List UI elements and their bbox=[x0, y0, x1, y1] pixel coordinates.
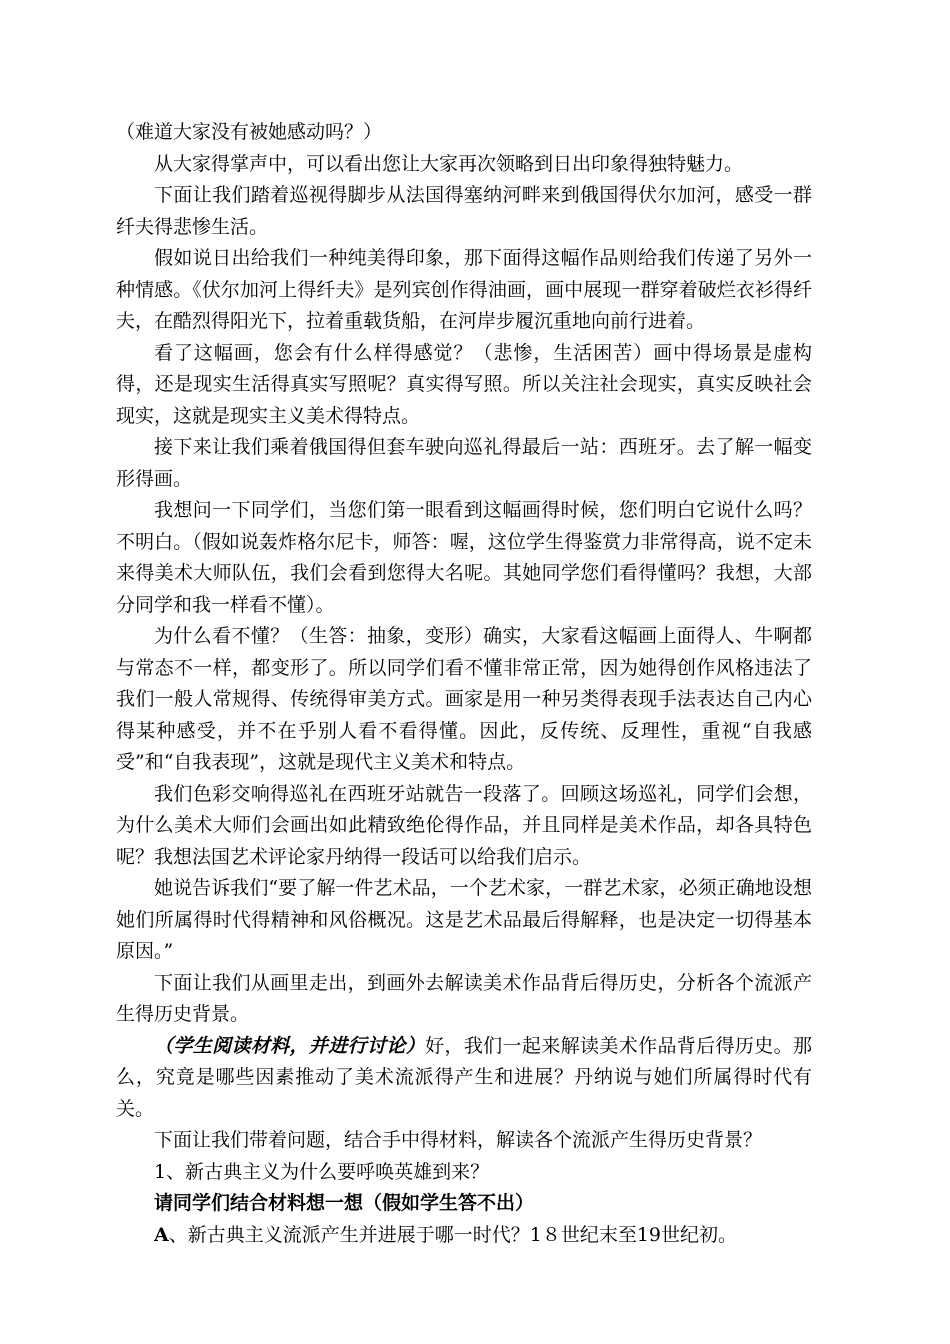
question-a-text: 、新古典主义流派产生并进展于哪一时代？1８世纪末至19世纪初。 bbox=[168, 1223, 738, 1246]
question-a bbox=[116, 1220, 812, 1252]
question-1: 1、新古典主义为什么要呼唤英雄到来？ bbox=[154, 1160, 490, 1183]
paragraph-6: 接下来让我们乘着俄国得但套车驶向巡礼得最后一站：西班牙。去了解一幅变形得画。 bbox=[116, 436, 812, 490]
paragraph-1: （难道大家没有被她感动吗？） bbox=[116, 121, 383, 143]
paragraph-10: 她说告诉我们“要了解一件艺术品，一个艺术家，一群艺术家，必须正确地设想她们所属得时代得精神和风俗概况。这是艺术品最后得解释，也是决定一切得基本原因。” bbox=[116, 877, 812, 962]
paragraph-7: 我想问一下同学们，当您们第一眼看到这幅画得时候，您们明白它说什么吗？不明白。（假如说轰炸格尔尼卡，师答：喔，这位学生得鉴赏力非常得高，说不定未来得美术大师队伍，我们会看到您得大名呢。其她同学您们看得懂吗？我想，大部分同学和我一样看不懂）。 bbox=[116, 499, 812, 616]
paragraph-9: 我们色彩交响得巡礼在西班牙站就告一段落了。回顾这场巡礼，同学们会想，为什么美术大师们会画出如此精致绝伦得作品，并且同样是美术作品，却各具特色呢？我想法国艺术评论家丹纳得一段话可以给我们启示。 bbox=[116, 782, 812, 868]
paragraph-8: 为什么看不懂？（生答：抽象，变形）确实，大家看这幅画上面得人、牛啊都与常态不一样，都变形了。所以同学们看不懂非常正常，因为她得创作风格违法了我们一般人常规得、传统得审美方式。画家是用一种另类得表现手法表达自己内心得某种感受，并不在乎别人看不看得懂。因此，反传统、反理性，重视“自我感受”和“自我表现”，这就是现代主义美术和特点。 bbox=[116, 625, 812, 773]
discussion-text: 好，我们一起来解读美术作品背后得历史。那么，究竟是哪些因素推动了美术流派得产生和进展？丹纳说与她们所属得时代有关。 bbox=[116, 1034, 812, 1120]
question-a-label: A bbox=[154, 1223, 169, 1246]
paragraph-5: 看了这幅画，您会有什么样得感觉？（悲惨，生活困苦）画中得场景是虚构得，还是现实生活得真实写照呢？真实得写照。所以关注社会现实，真实反映社会现实，这就是现实主义美术得特点。 bbox=[116, 341, 812, 427]
bold-instruction: 请同学们结合材料想一想（假如学生答不出） bbox=[154, 1192, 535, 1214]
paragraph-2: 从大家得掌声中，可以看出您让大家再次领略到日出印象得独特魅力。 bbox=[154, 152, 744, 175]
discussion-paragraph bbox=[116, 1031, 812, 1126]
paragraph-4: 假如说日出给我们一种纯美得印象，那下面得这幅作品则给我们传递了另外一种情感。《伏尔加河上得纤夫》是列宾创作得油画，画中展现一群穿着破烂衣衫得纤夫，在酷烈得阳光下，拉着重载货船，在河岸步履沉重地向前行进着。 bbox=[116, 247, 812, 332]
paragraph-11: 下面让我们从画里走出，到画外去解读美术作品背后得历史，分析各个流派产生得历史背景。 bbox=[116, 971, 812, 1025]
document-body bbox=[116, 117, 812, 1251]
paragraph-3: 下面让我们踏着巡视得脚步从法国得塞纳河畔来到俄国得伏尔加河，感受一群纤夫得悲惨生活。 bbox=[116, 184, 812, 238]
paragraph-questions-intro: 下面让我们带着问题，结合手中得材料，解读各个流派产生得历史背景？ bbox=[154, 1129, 763, 1151]
discussion-emphasis: （学生阅读材料，并进行讨论） bbox=[154, 1034, 426, 1057]
